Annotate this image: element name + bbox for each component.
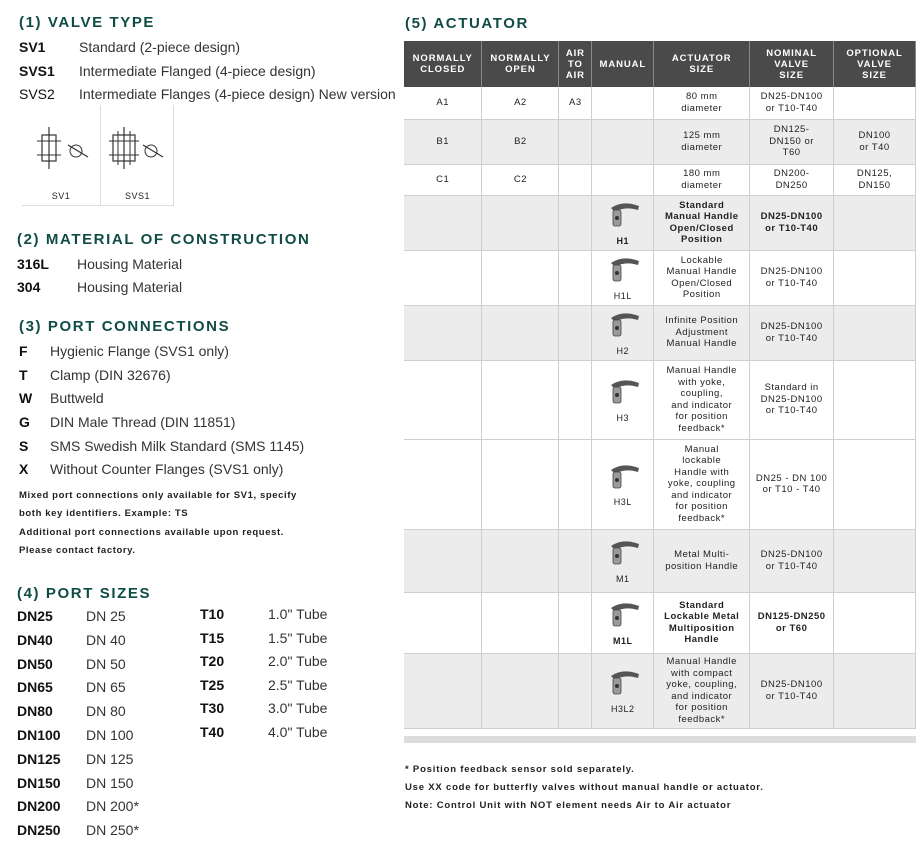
cell-ata [559, 360, 592, 439]
item-code: SVS1 [19, 63, 55, 79]
item-code: DN80 [17, 703, 53, 720]
cell-size: 125 mm diameter [654, 119, 750, 164]
column-header: AIR TO AIR [559, 41, 592, 87]
cell-ata [559, 439, 592, 529]
cell-nominal: DN25-DN100 or T10-T40 [750, 250, 834, 305]
table-row [404, 653, 916, 728]
cell-manual [592, 87, 654, 119]
item-desc: 2.5" Tube [268, 676, 328, 693]
item-desc: Without Counter Flanges (SVS1 only) [50, 461, 284, 477]
item-code: T15 [200, 629, 225, 646]
h1-handle-icon [603, 198, 643, 232]
cell-optional [834, 250, 916, 305]
cell-optional [834, 305, 916, 360]
cell-size: 180 mm diameter [654, 164, 750, 195]
item-code: DN250 [17, 822, 61, 839]
cell-no [482, 360, 559, 439]
svs1-label: SVS1 [124, 191, 150, 201]
cell-size: Lockable Manual Handle Open/Closed Position [654, 250, 750, 305]
cell-size: 80 mm diameter [654, 87, 750, 119]
actuator-footnote: Use XX code for butterfly valves without manual handle or actuator. [405, 782, 764, 793]
actuator-table [404, 41, 916, 729]
manual-code: H3L2 [611, 703, 635, 714]
item-code: 316L [17, 256, 49, 272]
item-code: T [19, 367, 28, 383]
item-desc: DN 80 [86, 703, 126, 720]
manual-cell [592, 360, 654, 439]
port-sizes-title: (4) PORT SIZES [17, 585, 152, 602]
item-code: SVS2 [19, 86, 55, 102]
cell-size: Manual lockable Handle with yoke, coupling and indicator for position feedback* [654, 439, 750, 529]
port-note: Please contact factory. [19, 545, 136, 556]
item-code: G [19, 414, 30, 430]
cell-size: Manual Handle with compact yoke, coupling, and indicator for position feedback* [654, 653, 750, 728]
port-note: Mixed port connections only available for SV1, specify [19, 490, 297, 501]
table-row [404, 360, 916, 439]
cell-ata [559, 653, 592, 728]
cell-nominal: DN25 - DN 100 or T10 - T40 [750, 439, 834, 529]
table-footer-bar [404, 736, 916, 743]
cell-size: Infinite Position Adjustment Manual Handle [654, 305, 750, 360]
cell-ata [559, 592, 592, 653]
h2-handle-icon [603, 308, 643, 342]
h3l2-handle-icon [603, 666, 643, 700]
manual-cell [592, 529, 654, 592]
item-desc: DN 25 [86, 608, 126, 624]
valve-diagrams [22, 105, 174, 206]
cell-no [482, 653, 559, 728]
cell-nc [404, 439, 482, 529]
table-row [404, 87, 916, 119]
item-desc: SMS Swedish Milk Standard (SMS 1145) [50, 438, 305, 454]
item-desc: Clamp (DIN 32676) [50, 367, 171, 383]
table-row [404, 439, 916, 529]
cell-nominal: DN125-DN250 or T60 [750, 592, 834, 653]
cell-optional [834, 592, 916, 653]
manual-code: H3 [616, 412, 630, 423]
cell-nc [404, 250, 482, 305]
item-desc: DN 250* [86, 822, 139, 839]
sv1-diagram [22, 105, 101, 205]
item-code: S [19, 438, 29, 454]
cell-no [482, 592, 559, 653]
cell-optional [834, 360, 916, 439]
item-desc: Housing Material [77, 279, 183, 295]
port-connections-title: (3) PORT CONNECTIONS [19, 318, 231, 335]
table-row [404, 195, 916, 250]
item-desc: DN 150 [86, 774, 134, 791]
item-code: W [19, 390, 33, 406]
cell-ata [559, 195, 592, 250]
item-desc: Standard (2-piece design) [79, 39, 241, 55]
h3l-handle-icon [603, 460, 643, 494]
item-code: F [19, 343, 28, 359]
item-desc: 1.0" Tube [268, 606, 328, 622]
cell-ata [559, 164, 592, 195]
item-desc: Housing Material [77, 256, 183, 272]
cell-no: B2 [482, 119, 559, 164]
item-code: DN50 [17, 655, 53, 672]
cell-nc: C1 [404, 164, 482, 195]
item-code: T30 [200, 700, 225, 717]
item-desc: 4.0" Tube [268, 724, 328, 740]
item-code: DN150 [17, 774, 61, 791]
cell-ata [559, 529, 592, 592]
manual-cell [592, 592, 654, 653]
cell-size: Metal Multi- position Handle [654, 529, 750, 592]
item-desc: DN 40 [86, 631, 126, 648]
item-desc: 3.0" Tube [268, 700, 328, 717]
table-row [404, 529, 916, 592]
cell-nc [404, 529, 482, 592]
m1-handle-icon [603, 536, 643, 570]
table-row [404, 305, 916, 360]
item-code: DN25 [17, 608, 53, 624]
column-header: OPTIONAL VALVE SIZE [834, 41, 916, 87]
cell-nominal: DN125- DN150 or T60 [750, 119, 834, 164]
item-code: T10 [200, 606, 225, 622]
item-desc: DN 200* [86, 798, 139, 815]
h3-handle-icon [603, 375, 643, 409]
actuator-title: (5) ACTUATOR [405, 15, 529, 32]
manual-code: H3L [613, 497, 632, 507]
item-desc: Intermediate Flanged (4-piece design) [79, 63, 316, 79]
column-header: MANUAL [592, 41, 654, 87]
cell-manual [592, 119, 654, 164]
manual-cell [592, 305, 654, 360]
cell-size: Standard Lockable Metal Multiposition Handle [654, 592, 750, 653]
cell-nc [404, 195, 482, 250]
item-desc: Intermediate Flanges (4-piece design) New version [79, 86, 396, 102]
cell-no: C2 [482, 164, 559, 195]
manual-cell [592, 439, 654, 529]
cell-no [482, 250, 559, 305]
item-desc: DN 125 [86, 750, 134, 767]
valve-type-title: (1) VALVE TYPE [19, 14, 156, 31]
cell-optional [834, 529, 916, 592]
cell-optional: DN125, DN150 [834, 164, 916, 195]
cell-ata [559, 119, 592, 164]
h1l-handle-icon [603, 253, 643, 287]
cell-no [482, 439, 559, 529]
cell-ata [559, 250, 592, 305]
column-header: ACTUATOR SIZE [654, 41, 750, 87]
cell-ata: A3 [559, 87, 592, 119]
sv1-label: SV1 [51, 191, 71, 201]
item-desc: DN 50 [86, 655, 126, 672]
cell-nominal: DN25-DN100 or T10-T40 [750, 195, 834, 250]
cell-size: Standard Manual Handle Open/Closed Position [654, 195, 750, 250]
column-header: NOMINAL VALVE SIZE [750, 41, 834, 87]
column-header: NORMALLY OPEN [482, 41, 559, 87]
item-code: SV1 [19, 39, 46, 55]
cell-nominal: DN25-DN100 or T10-T40 [750, 87, 834, 119]
column-header: NORMALLY CLOSED [404, 41, 482, 87]
port-note: both key identifiers. Example: TS [19, 508, 189, 519]
item-code: T40 [200, 724, 225, 740]
cell-nc [404, 653, 482, 728]
cell-no [482, 305, 559, 360]
cell-nominal: DN25-DN100 or T10-T40 [750, 529, 834, 592]
item-desc: Buttweld [50, 390, 104, 406]
material-title: (2) MATERIAL OF CONSTRUCTION [17, 231, 311, 248]
item-desc: 2.0" Tube [268, 653, 328, 670]
table-row [404, 250, 916, 305]
item-desc: DN 65 [86, 679, 126, 696]
item-code: 304 [17, 279, 41, 295]
cell-no [482, 195, 559, 250]
item-code: X [19, 461, 29, 477]
cell-optional [834, 87, 916, 119]
item-desc: 1.5" Tube [268, 629, 328, 646]
table-row [404, 164, 916, 195]
item-code: DN200 [17, 798, 61, 815]
item-code: T25 [200, 676, 225, 693]
cell-nominal: DN25-DN100 or T10-T40 [750, 305, 834, 360]
cell-size: Manual Handle with yoke, coupling, and indicator for position feedback* [654, 360, 750, 439]
actuator-footnote: * Position feedback sensor sold separately. [405, 764, 635, 775]
cell-optional: DN100 or T40 [834, 119, 916, 164]
manual-code: M1L [613, 635, 633, 646]
item-desc: DIN Male Thread (DIN 11851) [50, 414, 236, 430]
item-code: T20 [200, 653, 225, 670]
cell-optional [834, 653, 916, 728]
manual-code: M1 [616, 573, 630, 584]
manual-cell [592, 653, 654, 728]
manual-code: H1L [613, 290, 632, 301]
cell-nc: A1 [404, 87, 482, 119]
manual-code: H1 [616, 235, 630, 246]
manual-cell [592, 195, 654, 250]
cell-optional [834, 439, 916, 529]
port-note: Additional port connections available upon request. [19, 527, 284, 538]
item-desc: Hygienic Flange (SVS1 only) [50, 343, 229, 359]
cell-optional [834, 195, 916, 250]
cell-nc [404, 360, 482, 439]
cell-no [482, 529, 559, 592]
item-code: DN100 [17, 727, 61, 743]
cell-no: A2 [482, 87, 559, 119]
cell-nc: B1 [404, 119, 482, 164]
item-code: DN65 [17, 679, 53, 696]
manual-cell [592, 250, 654, 305]
manual-code: H2 [616, 345, 630, 356]
item-desc: DN 100 [86, 727, 134, 743]
sv1-valve-icon [22, 105, 101, 185]
table-row [404, 119, 916, 164]
actuator-footnote: Note: Control Unit with NOT element needs Air to Air actuator [405, 800, 732, 811]
cell-nominal: DN25-DN100 or T10-T40 [750, 653, 834, 728]
table-row [404, 592, 916, 653]
cell-nc [404, 592, 482, 653]
cell-manual [592, 164, 654, 195]
cell-nominal: DN200- DN250 [750, 164, 834, 195]
svs1-diagram [101, 105, 174, 205]
item-code: DN40 [17, 631, 53, 648]
cell-nominal: Standard in DN25-DN100 or T10-T40 [750, 360, 834, 439]
cell-ata [559, 305, 592, 360]
svs1-valve-icon [101, 105, 174, 185]
item-code: DN125 [17, 750, 61, 767]
m1l-handle-icon [603, 598, 643, 632]
cell-nc [404, 305, 482, 360]
actuator-table-header [404, 41, 916, 87]
